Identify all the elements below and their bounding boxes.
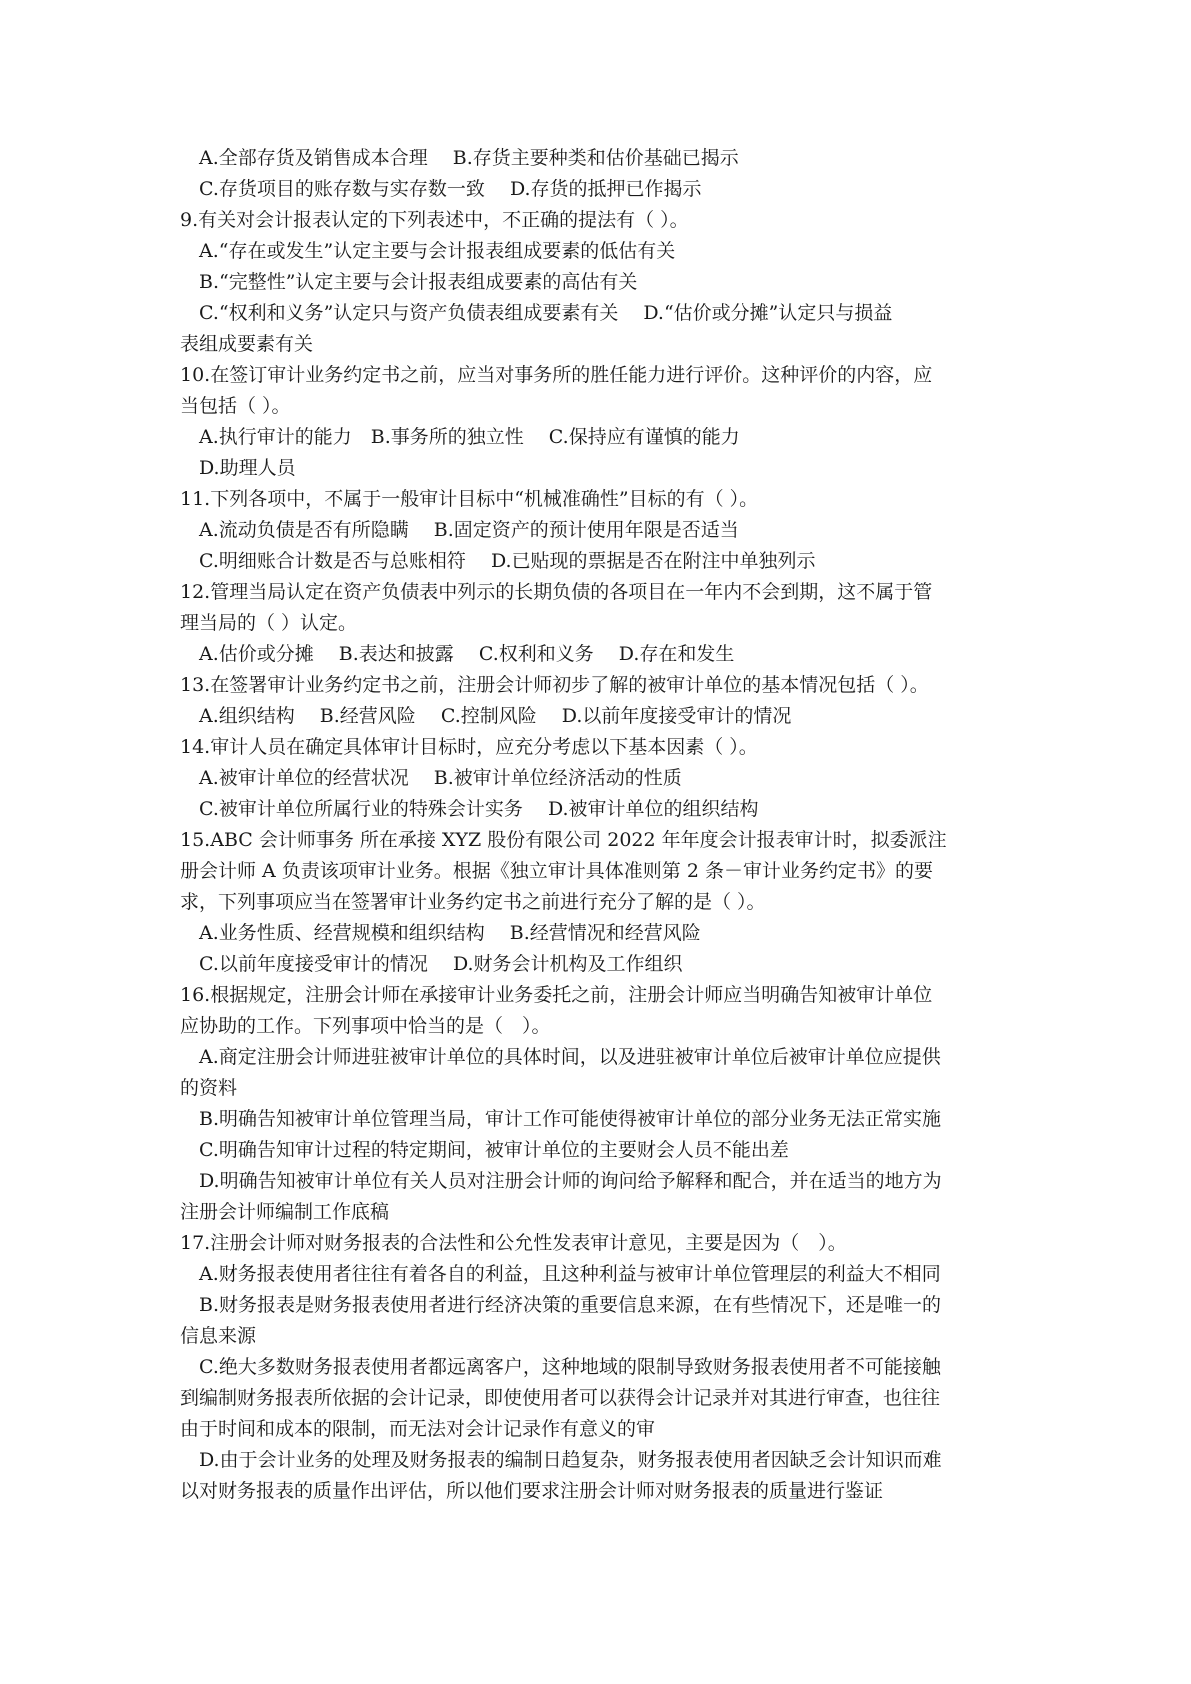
question-stem: 10.在签订审计业务约定书之前，应当对事务所的胜任能力进行评价。这种评价的内容，应 <box>180 364 933 386</box>
answer-option-line: D.由于会计业务的处理及财务报表的编制日趋复杂，财务报表使用者因缺乏会计知识而难 <box>199 1449 942 1471</box>
question-stem: 13.在签署审计业务约定书之前，注册会计师初步了解的被审计单位的基本情况包括（ ）。 <box>180 674 929 696</box>
answer-option-line: D.助理人员 <box>199 457 296 479</box>
answer-option-line: C.明细账合计数是否与总账相符 D.已贴现的票据是否在附注中单独列示 <box>199 550 816 572</box>
continuation-line: 由于时间和成本的限制，而无法对会计记录作有意义的审 <box>180 1418 656 1440</box>
answer-option-line: C.被审计单位所属行业的特殊会计实务 D.被审计单位的组织结构 <box>199 798 759 820</box>
answer-option-line: C.以前年度接受审计的情况 D.财务会计机构及工作组织 <box>199 953 683 975</box>
answer-option-line: A.流动负债是否有所隐瞒 B.固定资产的预计使用年限是否适当 <box>199 519 739 541</box>
answer-option-line: A.商定注册会计师进驻被审计单位的具体时间，以及进驻被审计单位后被审计单位应提供 <box>199 1046 941 1068</box>
continuation-line: 的资料 <box>180 1077 238 1099</box>
answer-option-line: C.明确告知审计过程的特定期间，被审计单位的主要财会人员不能出差 <box>199 1139 789 1161</box>
answer-option-line: C.绝大多数财务报表使用者都远离客户，这种地域的限制导致财务报表使用者不可能接触 <box>199 1356 941 1378</box>
question-stem: 17.注册会计师对财务报表的合法性和公允性发表审计意见，主要是因为（ ）。 <box>180 1232 847 1254</box>
answer-option-line: B.明确告知被审计单位管理当局，审计工作可能使得被审计单位的部分业务无法正常实施 <box>199 1108 942 1130</box>
answer-option-line: D.明确告知被审计单位有关人员对注册会计师的询问给予解释和配合，并在适当的地方为 <box>199 1170 942 1192</box>
continuation-line: 求，下列事项应当在签署审计业务约定书之前进行充分了解的是（ ）。 <box>180 891 766 913</box>
answer-option-line: A.组织结构 B.经营风险 C.控制风险 D.以前年度接受审计的情况 <box>199 705 792 727</box>
exam-questions-body <box>180 143 1019 1507</box>
question-stem: 12.管理当局认定在资产负债表中列示的长期负债的各项目在一年内不会到期，这不属于管 <box>180 581 933 603</box>
answer-option-line: B.“完整性”认定主要与会计报表组成要素的高估有关 <box>199 271 638 293</box>
answer-option-line: A.被审计单位的经营状况 B.被审计单位经济活动的性质 <box>199 767 682 789</box>
continuation-line: 应协助的工作。下列事项中恰当的是（ ）。 <box>180 1015 551 1037</box>
question-stem: 11.下列各项中，不属于一般审计目标中“机械准确性”目标的有（ ）。 <box>180 488 759 510</box>
continuation-line: 册会计师 A 负责该项审计业务。根据《独立审计具体准则第 2 条－审计业务约定书》的要 <box>180 860 933 882</box>
continuation-line: 到编制财务报表所依据的会计记录，即使使用者可以获得会计记录并对其进行审查，也往往 <box>180 1387 941 1409</box>
continuation-line: 以对财务报表的质量作出评估，所以他们要求注册会计师对财务报表的质量进行鉴证 <box>180 1480 884 1502</box>
continuation-line: 当包括（ ）。 <box>180 395 291 417</box>
answer-option-line: B.财务报表是财务报表使用者进行经济决策的重要信息来源，在有些情况下，还是唯一的 <box>199 1294 942 1316</box>
continuation-line: 注册会计师编制工作底稿 <box>180 1201 390 1223</box>
question-stem: 9.有关对会计报表认定的下列表述中，不正确的提法有（ ）。 <box>180 209 689 231</box>
question-stem: 15.ABC 会计师事务 所在承接 XYZ 股份有限公司 2022 年年度会计报表审计时，拟委派注 <box>180 829 947 851</box>
continuation-line: 表组成要素有关 <box>180 333 314 355</box>
answer-option-line: A.执行审计的能力 B.事务所的独立性 C.保持应有谨慎的能力 <box>199 426 740 448</box>
answer-option-line: A.“存在或发生”认定主要与会计报表组成要素的低估有关 <box>199 240 676 262</box>
answer-option-line: A.业务性质、经营规模和组织结构 B.经营情况和经营风险 <box>199 922 701 944</box>
answer-option-line: A.全部存货及销售成本合理 B.存货主要种类和估价基础已揭示 <box>199 147 739 169</box>
answer-option-line: C.存货项目的账存数与实存数一致 D.存货的抵押已作揭示 <box>199 178 702 200</box>
continuation-line: 信息来源 <box>180 1325 257 1347</box>
answer-option-line: A.财务报表使用者往往有着各自的利益，且这种利益与被审计单位管理层的利益大不相同 <box>199 1263 941 1285</box>
question-stem: 16.根据规定，注册会计师在承接审计业务委托之前，注册会计师应当明确告知被审计单位 <box>180 984 933 1006</box>
question-stem: 14.审计人员在确定具体审计目标时，应充分考虑以下基本因素（ ）。 <box>180 736 758 758</box>
answer-option-line: C.“权利和义务”认定只与资产负债表组成要素有关 D.“估价或分摊”认定只与损益 <box>199 302 893 324</box>
continuation-line: 理当局的（ ）认定。 <box>180 612 358 634</box>
answer-option-line: A.估价或分摊 B.表达和披露 C.权利和义务 D.存在和发生 <box>199 643 735 665</box>
